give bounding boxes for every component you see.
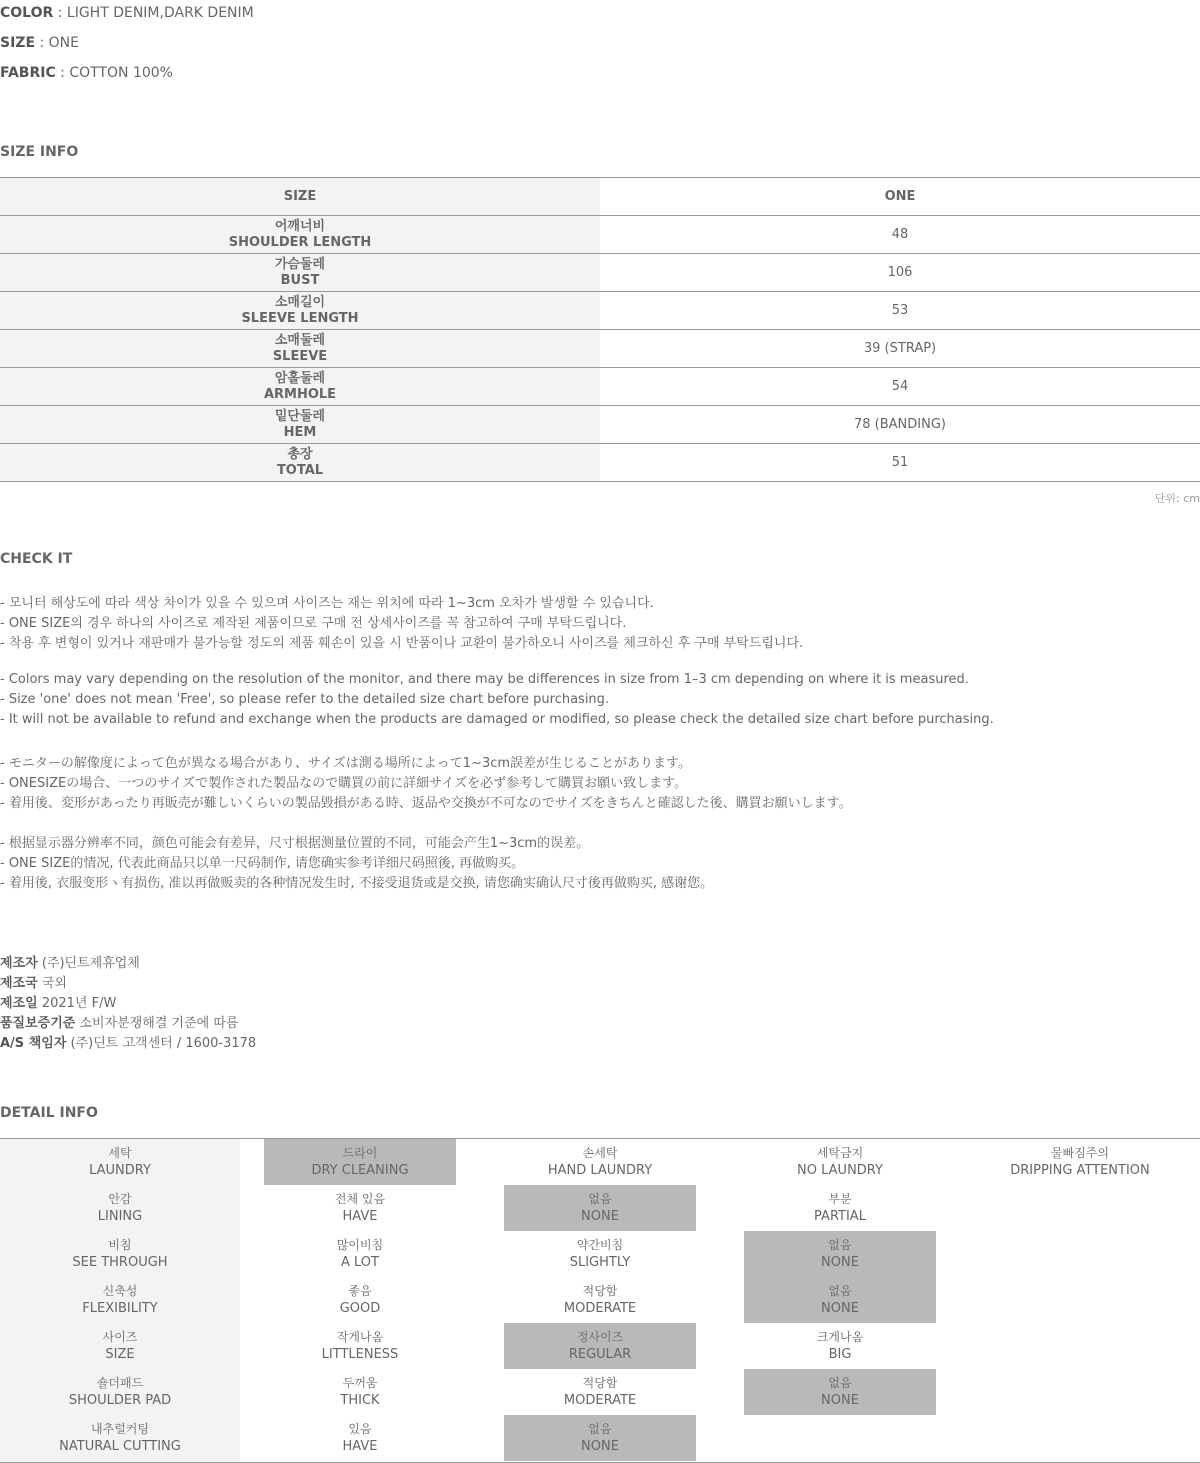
detail-ko: 있음 <box>348 1422 372 1436</box>
size-label-ko: 총장 <box>287 446 313 462</box>
detail-option <box>744 1185 936 1231</box>
size-row-label <box>0 216 600 253</box>
detail-en: LAUNDRY <box>89 1163 151 1178</box>
detail-en: THICK <box>340 1393 380 1408</box>
size-row <box>0 292 1200 330</box>
maker-label: 품질보증기준 <box>0 1016 76 1031</box>
size-label-ko: 가슴둘레 <box>274 256 326 272</box>
detail-option <box>264 1369 456 1415</box>
detail-ko: 숄더패드 <box>96 1376 144 1390</box>
detail-ko: 정사이즈 <box>576 1330 624 1344</box>
size-row-value: 51 <box>891 455 909 470</box>
detail-ko: 없음 <box>828 1284 852 1298</box>
detail-en: SHOULDER PAD <box>68 1393 172 1408</box>
size-label-ko: 소매둘레 <box>274 332 326 348</box>
check-line: - 착용 후 변형이 있거나 재판매가 불가능할 정도의 제품 훼손이 있을 시 반품이나 교환이 불가하오니 사이즈를 체크하신 후 구매 부탁드립니다. <box>0 636 804 651</box>
detail-en: MODERATE <box>563 1301 637 1316</box>
spec-fabric <box>0 65 173 81</box>
spec-value: : LIGHT DENIM,DARK DENIM <box>53 5 254 21</box>
spec-label: FABRIC <box>0 65 56 81</box>
size-label-en: SLEEVE <box>272 348 328 364</box>
detail-option <box>264 1185 456 1231</box>
maker-value: 2021년 F/W <box>37 996 117 1011</box>
detail-en: NONE <box>821 1393 859 1408</box>
size-label-ko: 암홀둘레 <box>274 370 326 386</box>
detail-option <box>504 1139 696 1185</box>
detail-option <box>504 1231 696 1277</box>
spec-value: : ONE <box>35 35 79 51</box>
size-row-label <box>0 254 600 291</box>
check-line: - 着用後, 衣服变形ヽ有损伤, 准以再做贩卖的各种情况发生时, 不接受退货或是交换, 请您确实确认尺寸後再做购买, 感谢您。 <box>0 876 714 891</box>
detail-row-label <box>24 1277 216 1323</box>
detail-option <box>264 1277 456 1323</box>
size-label-en: HEM <box>283 424 317 440</box>
check-line: - It will not be available to refund and exchange when the products are damaged or modified, so please check the detailed size chart before purchasing. <box>0 712 994 727</box>
detail-en: HAVE <box>342 1439 378 1454</box>
detail-en: NONE <box>821 1255 859 1270</box>
detail-ko: 약간비침 <box>576 1238 624 1252</box>
size-row-label <box>0 444 600 481</box>
detail-en: HAND LAUNDRY <box>547 1163 653 1178</box>
spec-color <box>0 5 254 21</box>
maker-value: 소비자분쟁해결 기준에 따름 <box>75 1016 239 1031</box>
spec-value: : COTTON 100% <box>55 65 173 81</box>
detail-en: NO LAUNDRY <box>797 1163 883 1178</box>
detail-ko: 비침 <box>108 1238 132 1252</box>
detail-en: REGULAR <box>568 1347 632 1362</box>
check-line: - ONE SIZE的情况, 代表此商品只以单一尺码制作, 请您确实参考详细尺码照後, 再做购买。 <box>0 856 525 871</box>
size-row-value: 78 (BANDING) <box>854 417 946 432</box>
detail-ko: 많이비침 <box>336 1238 384 1252</box>
check-line: - ONE SIZE의 경우 하나의 사이즈로 제작된 제품이므로 구매 전 상세사이즈를 꼭 참고하여 구매 부탁드립니다. <box>0 616 627 631</box>
detail-en: SLIGHTLY <box>569 1255 631 1270</box>
detail-en: DRY CLEANING <box>311 1163 409 1178</box>
size-table <box>0 177 1200 482</box>
size-header-label: SIZE <box>0 178 600 215</box>
detail-ko: 두꺼움 <box>342 1376 378 1390</box>
detail-en: NONE <box>581 1439 619 1454</box>
detail-ko: 전체 있음 <box>334 1192 386 1206</box>
size-row <box>0 406 1200 444</box>
size-row-value: 39 (STRAP) <box>863 341 937 356</box>
detail-en: FLEXIBILITY <box>82 1301 158 1316</box>
detail-option <box>744 1231 936 1277</box>
detail-ko: 세탁금지 <box>816 1146 864 1160</box>
size-info-heading: SIZE INFO <box>0 144 79 160</box>
detail-ko: 없음 <box>828 1238 852 1252</box>
detail-ko: 부분 <box>828 1192 852 1206</box>
check-it-heading: CHECK IT <box>0 551 73 567</box>
detail-en: SEE THROUGH <box>72 1255 168 1270</box>
size-label-en: SLEEVE LENGTH <box>241 310 359 326</box>
detail-grid <box>0 1138 1200 1463</box>
size-label-ko: 밑단둘레 <box>274 408 326 424</box>
maker-country <box>0 972 67 991</box>
size-row <box>0 444 1200 482</box>
detail-ko: 작게나옴 <box>336 1330 384 1344</box>
check-line: - Colors may vary depending on the resolution of the monitor, and there may be differences in size from 1–3 cm depending on where it is measured. <box>0 672 969 687</box>
detail-ko: 세탁 <box>108 1146 132 1160</box>
detail-option <box>744 1323 936 1369</box>
detail-row-label <box>24 1185 216 1231</box>
maker-label: 제조일 <box>0 996 38 1011</box>
detail-option <box>744 1369 936 1415</box>
size-label-en: ARMHOLE <box>263 386 337 402</box>
detail-option <box>504 1323 696 1369</box>
detail-en: NONE <box>581 1209 619 1224</box>
detail-en: DRIPPING ATTENTION <box>1010 1163 1150 1178</box>
size-label-ko: 소매길이 <box>274 294 326 310</box>
detail-option <box>744 1139 936 1185</box>
detail-en: NATURAL CUTTING <box>59 1439 181 1454</box>
check-line: - 모니터 해상도에 따라 색상 차이가 있을 수 있으며 사이즈는 재는 위치에 따라 1~3cm 오차가 발생할 수 있습니다. <box>0 596 654 611</box>
detail-row-label <box>24 1231 216 1277</box>
size-row-value: 53 <box>891 303 909 318</box>
check-line: - 根据显示器分辨率不同，颜色可能会有差异，尺寸根据测量位置的不同，可能会产生1~3cm的误差。 <box>0 836 590 851</box>
check-line: - Size 'one' does not mean 'Free', so please refer to the detailed size chart before purchasing. <box>0 692 610 707</box>
size-row <box>0 216 1200 254</box>
detail-ko: 손세탁 <box>582 1146 618 1160</box>
detail-row-label <box>24 1323 216 1369</box>
detail-en: NONE <box>821 1301 859 1316</box>
size-row-value: 106 <box>887 265 913 280</box>
detail-option <box>744 1277 936 1323</box>
unit-note: 단위: cm <box>1154 492 1200 505</box>
detail-en: A LOT <box>341 1255 379 1270</box>
detail-option <box>504 1415 696 1461</box>
size-row-value: 48 <box>891 227 909 242</box>
maker-manufacturer <box>0 952 140 971</box>
size-label-ko: 어깨너비 <box>274 218 326 234</box>
maker-label: 제조자 <box>0 956 38 971</box>
detail-en: LITTLENESS <box>321 1347 399 1362</box>
maker-as <box>0 1032 256 1051</box>
detail-en: BIG <box>828 1347 852 1362</box>
check-line: - モニターの解像度によって色が異なる場合があり、サイズは測る場所によって1~3cm誤差が生じることがあります。 <box>0 756 691 771</box>
detail-ko: 없음 <box>588 1192 612 1206</box>
check-line: - 着用後、変形があったり再販売が難しいくらいの製品毀損がある時、返品や交換が不可なのでサイズをきちんと確認した後、購買お願いします。 <box>0 796 852 811</box>
detail-option <box>264 1323 456 1369</box>
detail-option <box>504 1277 696 1323</box>
maker-value: 국외 <box>37 976 67 991</box>
detail-en: GOOD <box>339 1301 381 1316</box>
maker-value: (주)딘트 고객센터 / 1600-3178 <box>66 1036 257 1051</box>
size-table-header <box>0 178 1200 216</box>
size-row-label <box>0 368 600 405</box>
detail-ko: 드라이 <box>342 1146 378 1160</box>
size-row-value: 54 <box>891 379 909 394</box>
size-row-label <box>0 292 600 329</box>
size-label-en: TOTAL <box>276 462 324 478</box>
detail-en: SIZE <box>105 1347 135 1362</box>
maker-label: 제조국 <box>0 976 38 991</box>
detail-ko: 없음 <box>828 1376 852 1390</box>
detail-option <box>504 1369 696 1415</box>
detail-en: LINING <box>97 1209 143 1224</box>
detail-ko: 안감 <box>108 1192 132 1206</box>
size-row <box>0 368 1200 406</box>
detail-option <box>984 1139 1176 1185</box>
maker-date <box>0 992 116 1011</box>
maker-label: A/S 책임자 <box>0 1036 67 1051</box>
size-row <box>0 254 1200 292</box>
spec-label: SIZE <box>0 35 36 51</box>
maker-quality <box>0 1012 238 1031</box>
size-row-label <box>0 406 600 443</box>
detail-ko: 내추럴커팅 <box>91 1422 149 1436</box>
detail-info-heading: DETAIL INFO <box>0 1105 98 1121</box>
size-label-en: SHOULDER LENGTH <box>228 234 372 250</box>
detail-ko: 물빠짐주의 <box>1051 1146 1109 1160</box>
detail-option <box>264 1231 456 1277</box>
detail-en: PARTIAL <box>814 1209 866 1224</box>
size-row-label <box>0 330 600 367</box>
detail-option <box>264 1415 456 1461</box>
detail-row-label <box>24 1415 216 1461</box>
detail-ko: 적당함 <box>582 1376 618 1390</box>
detail-row-label <box>24 1139 216 1185</box>
maker-value: (주)딘트제휴업체 <box>37 956 140 971</box>
detail-option <box>504 1185 696 1231</box>
spec-label: COLOR <box>0 5 54 21</box>
size-label-en: BUST <box>280 272 320 288</box>
spec-size <box>0 35 79 51</box>
detail-ko: 사이즈 <box>102 1330 138 1344</box>
size-header-value: ONE <box>884 189 916 204</box>
detail-ko: 크게나옴 <box>816 1330 864 1344</box>
detail-ko: 없음 <box>588 1422 612 1436</box>
detail-en: MODERATE <box>563 1393 637 1408</box>
detail-row-label <box>24 1369 216 1415</box>
detail-ko: 신축성 <box>102 1284 138 1298</box>
detail-ko: 적당함 <box>582 1284 618 1298</box>
size-row <box>0 330 1200 368</box>
detail-ko: 좋음 <box>348 1284 372 1298</box>
detail-option <box>264 1139 456 1185</box>
detail-en: HAVE <box>342 1209 378 1224</box>
check-line: - ONESIZEの場合、一つのサイズで製作された製品なので購買の前に詳細サイズを必ず参考して購買お願い致します。 <box>0 776 688 791</box>
